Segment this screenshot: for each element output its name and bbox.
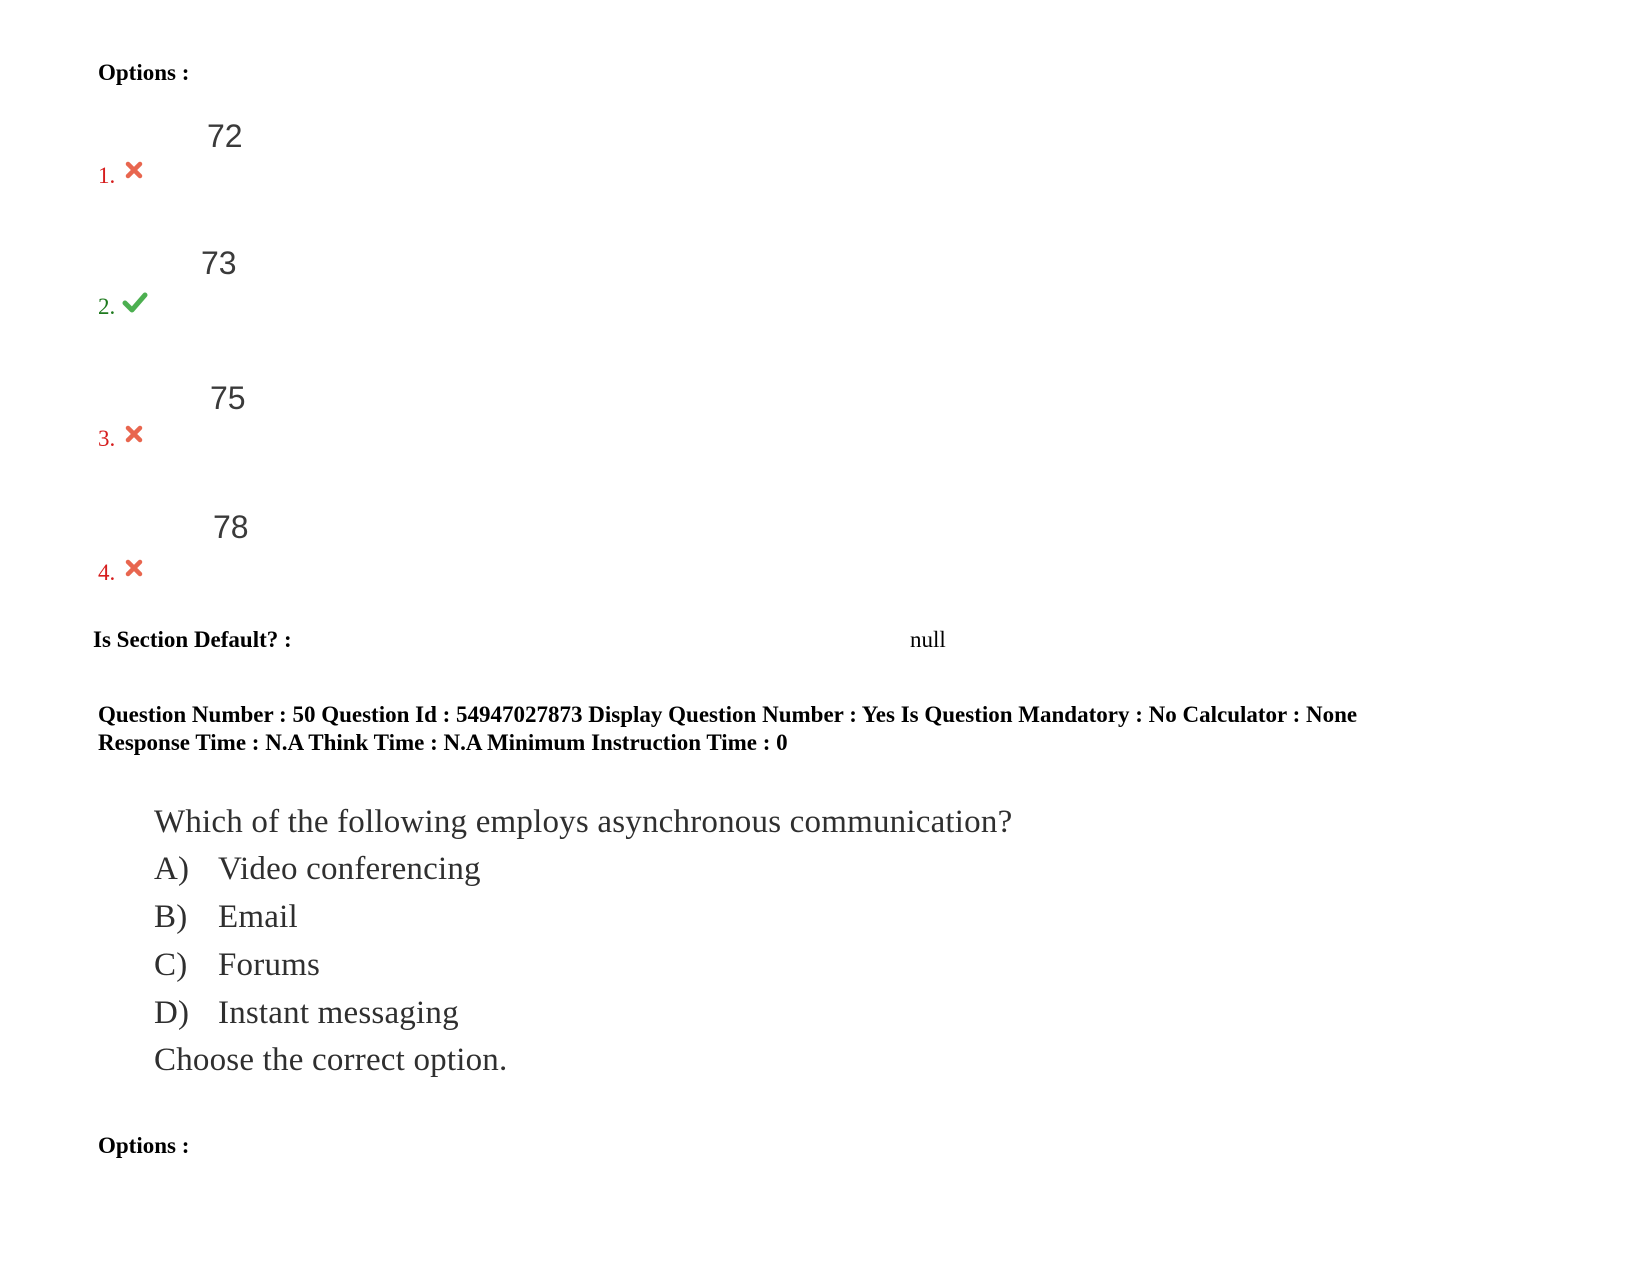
question-choice-b: [154, 899, 298, 936]
choice-text: Forums: [218, 947, 321, 983]
option-4-number: 4.: [98, 560, 116, 585]
option-2-value: 73: [201, 245, 237, 281]
cross-icon: [124, 424, 144, 444]
cross-icon: [124, 558, 144, 578]
option-1-number: 1.: [98, 163, 116, 188]
option-4-value: 78: [213, 509, 249, 545]
option-3-value: 75: [210, 380, 246, 416]
choice-letter: A): [154, 851, 190, 887]
choice-text: Video conferencing: [218, 851, 481, 887]
cross-icon: [124, 160, 144, 180]
choice-letter: B): [154, 899, 188, 935]
section-default-label: Is Section Default? :: [93, 627, 292, 652]
choice-text: Instant messaging: [218, 995, 459, 1031]
question-instruction: Choose the correct option.: [154, 1042, 508, 1078]
question-prompt: Which of the following employs asynchronous communication?: [154, 804, 1013, 840]
choice-letter: D): [154, 995, 190, 1031]
options-heading: Options :: [98, 60, 190, 85]
option-3-number: 3.: [98, 426, 116, 451]
choice-text: Email: [218, 899, 298, 935]
options-heading: Options :: [98, 1133, 190, 1158]
question-choice-c: [154, 947, 320, 984]
option-1-value: 72: [207, 118, 243, 154]
question-choice-d: [154, 995, 459, 1032]
question-choice-a: [154, 851, 481, 888]
section-default-value: null: [910, 627, 946, 652]
check-icon: [122, 291, 148, 313]
option-2-number: 2.: [98, 294, 116, 319]
question-meta-line-2: Response Time : N.A Think Time : N.A Minimum Instruction Time : 0: [98, 730, 788, 755]
choice-letter: C): [154, 947, 188, 983]
question-meta-line-1: Question Number : 50 Question Id : 54947027873 Display Question Number : Yes Is Question Mandatory : No Calculator : None: [98, 702, 1358, 727]
